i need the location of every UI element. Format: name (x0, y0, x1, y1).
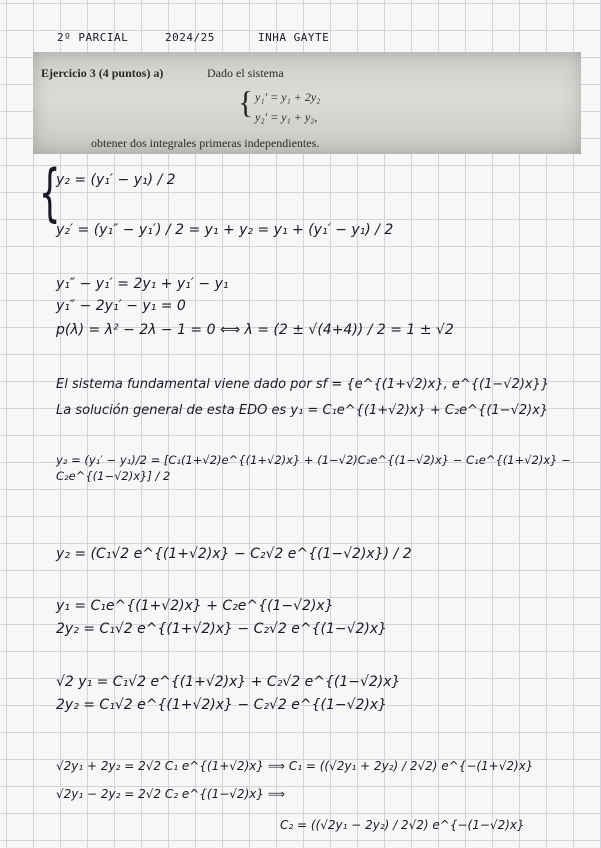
work-line-14: √2y₁ + 2y₂ = 2√2 C₁ e^{(1+√2)x} ⟹ C₁ = ((√2y₁ + 2y₂) / 2√2) e^{−(1+√2)x} (56, 759, 534, 773)
system-eq2: y₂′ = y₁ + y₂, (255, 110, 318, 124)
exam-year: 2024/25 (165, 31, 215, 44)
work-line-7: La solución general de esta EDO es y₁ = C₁e^{(1+√2)x} + C₂e^{(1−√2)x} (56, 403, 549, 418)
work-line-15: √2y₁ − 2y₂ = 2√2 C₂ e^{(1−√2)x} ⟹ (56, 787, 286, 801)
exam-label: 2º PARCIAL (57, 31, 129, 44)
work-line-8: y₂ = (y₁′ − y₁)/2 = [C₁(1+√2)e^{(1+√2)x} + (1−√2)C₂e^{(1−√2)x} − C₁e^{(1+√2)x} − C₂e^{(1−√2)x}] / 2 (56, 453, 571, 483)
work-line-4: y₁″ − 2y₁′ − y₁ = 0 (56, 298, 186, 314)
problem-intro: Dado el sistema (207, 66, 284, 80)
problem-statement-photo (33, 52, 581, 154)
work-line-13: 2y₂ = C₁√2 e^{(1+√2)x} − C₂√2 e^{(1−√2)x} (56, 697, 388, 713)
work-line-12: √2 y₁ = C₁√2 e^{(1+√2)x} + C₂√2 e^{(1−√2)x} (56, 674, 401, 690)
student-name: INHA GAYTE (258, 31, 330, 44)
work-line-5: p(λ) = λ² − 2λ − 1 = 0 ⟺ λ = (2 ± √(4+4)) / 2 = 1 ± √2 (56, 322, 454, 338)
system-eq1: y₁′ = y₁ + 2y₂ (255, 90, 321, 104)
work-line-9: y₂ = (C₁√2 e^{(1+√2)x} − C₂√2 e^{(1−√2)x}) / 2 (56, 546, 412, 562)
work-line-1: y₂ = (y₁′ − y₁) / 2 (56, 172, 176, 188)
problem-title: Ejercicio 3 (4 puntos) a) (41, 66, 164, 80)
work-line-11: 2y₂ = C₁√2 e^{(1+√2)x} − C₂√2 e^{(1−√2)x} (56, 621, 388, 637)
sys-brace: { (38, 156, 61, 229)
system-brace: { (238, 84, 254, 120)
work-line-6: El sistema fundamental viene dado por sf = {e^{(1+√2)x}, e^{(1−√2)x}} (56, 377, 550, 392)
problem-task: obtener dos integrales primeras independientes. (91, 136, 320, 150)
work-line-10: y₁ = C₁e^{(1+√2)x} + C₂e^{(1−√2)x} (56, 598, 334, 614)
work-line-16: C₂ = ((√2y₁ − 2y₂) / 2√2) e^{−(1−√2)x} (280, 818, 525, 832)
work-line-2: y₂′ = (y₁″ − y₁′) / 2 = y₁ + y₂ = y₁ + (y₁′ − y₁) / 2 (56, 222, 394, 238)
work-line-3: y₁″ − y₁′ = 2y₁ + y₁′ − y₁ (56, 276, 229, 292)
